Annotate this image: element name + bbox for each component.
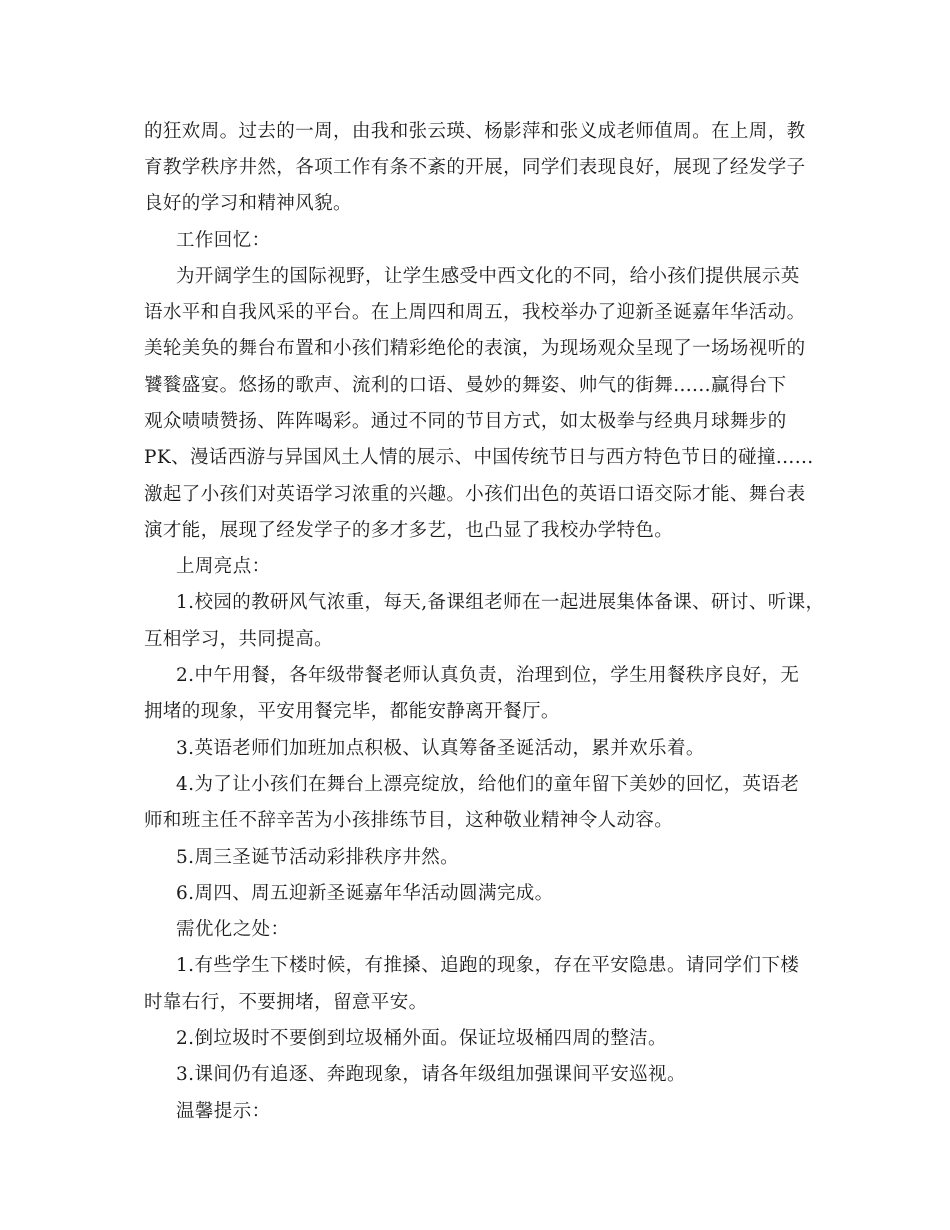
body-line: 时靠右行，不要拥堵，留意平安。 xyxy=(144,992,428,1013)
body-line: 的狂欢周。过去的一周，由我和张云瑛、杨影萍和张义成老师值周。在上周，教 xyxy=(144,121,806,142)
list-item: 2.倒垃圾时不要倒到垃圾桶外面。保证垃圾桶四周的整洁。 xyxy=(176,1028,667,1049)
body-line: 饕餮盛宴。悠扬的歌声、流利的口语、曼妙的舞姿、帅气的街舞......赢得台下 xyxy=(144,375,787,396)
body-line: 互相学习，共同提高。 xyxy=(144,629,334,650)
section-heading-highlights: 上周亮点： xyxy=(176,556,271,577)
section-heading-work-review: 工作回忆： xyxy=(176,230,271,251)
body-line: 育教学秩序井然，各项工作有条不紊的开展，同学们表现良好，展现了经发学子 xyxy=(144,157,806,178)
body-line: 演才能，展现了经发学子的多才多艺，也凸显了我校办学特色。 xyxy=(144,520,674,541)
list-item: 1.校园的教研风气浓重，每天,备课组老师在一起进展集体备课、研讨、听课， xyxy=(176,592,825,613)
list-item: 5.周三圣诞节活动彩排秩序井然。 xyxy=(176,847,460,868)
body-line: 为开阔学生的国际视野，让学生感受中西文化的不同，给小孩们提供展示英 xyxy=(176,266,800,287)
list-item: 3.英语老师们加班加点积极、认真筹备圣诞活动，累并欢乐着。 xyxy=(176,738,705,759)
section-heading-improvements: 需优化之处： xyxy=(176,919,290,940)
list-item: 1.有些学生下楼时候，有推搡、追跑的现象，存在平安隐患。请同学们下楼 xyxy=(176,955,800,976)
section-heading-tips: 温馨提示： xyxy=(176,1101,271,1122)
body-line: 激起了小孩们对英语学习浓重的兴趣。小孩们出色的英语口语交际才能、舞台表 xyxy=(144,484,806,505)
list-item: 3.课间仍有追逐、奔跑现象，请各年级组加强课间平安巡视。 xyxy=(176,1064,686,1085)
body-line: 语水平和自我风采的平台。在上周四和周五，我校举办了迎新圣诞嘉年华活动。 xyxy=(144,302,806,323)
body-line: 良好的学习和精神风貌。 xyxy=(144,193,352,214)
body-line: 美轮美奂的舞台布置和小孩们精彩绝伦的表演，为现场观众呈现了一场场视听的 xyxy=(144,338,806,359)
body-line: 师和班主任不辞辛苦为小孩排练节目，这种敬业精神令人动容。 xyxy=(144,810,674,831)
list-item: 6.周四、周五迎新圣诞嘉年华活动圆满完成。 xyxy=(176,883,554,904)
body-line: PK、漫话西游与异国风土人情的展示、中国传统节日与西方特色节日的碰撞...... xyxy=(144,447,814,468)
body-line: 拥堵的现象，平安用餐完毕，都能安静离开餐厅。 xyxy=(144,701,560,722)
body-line: 观众啧啧赞扬、阵阵喝彩。通过不同的节目方式，如太极拳与经典月球舞步的 xyxy=(144,411,787,432)
list-item: 2.中午用餐，各年级带餐老师认真负责，治理到位，学生用餐秩序良好，无 xyxy=(176,665,800,686)
list-item: 4.为了让小孩们在舞台上漂亮绽放，给他们的童年留下美妙的回忆，英语老 xyxy=(176,774,800,795)
